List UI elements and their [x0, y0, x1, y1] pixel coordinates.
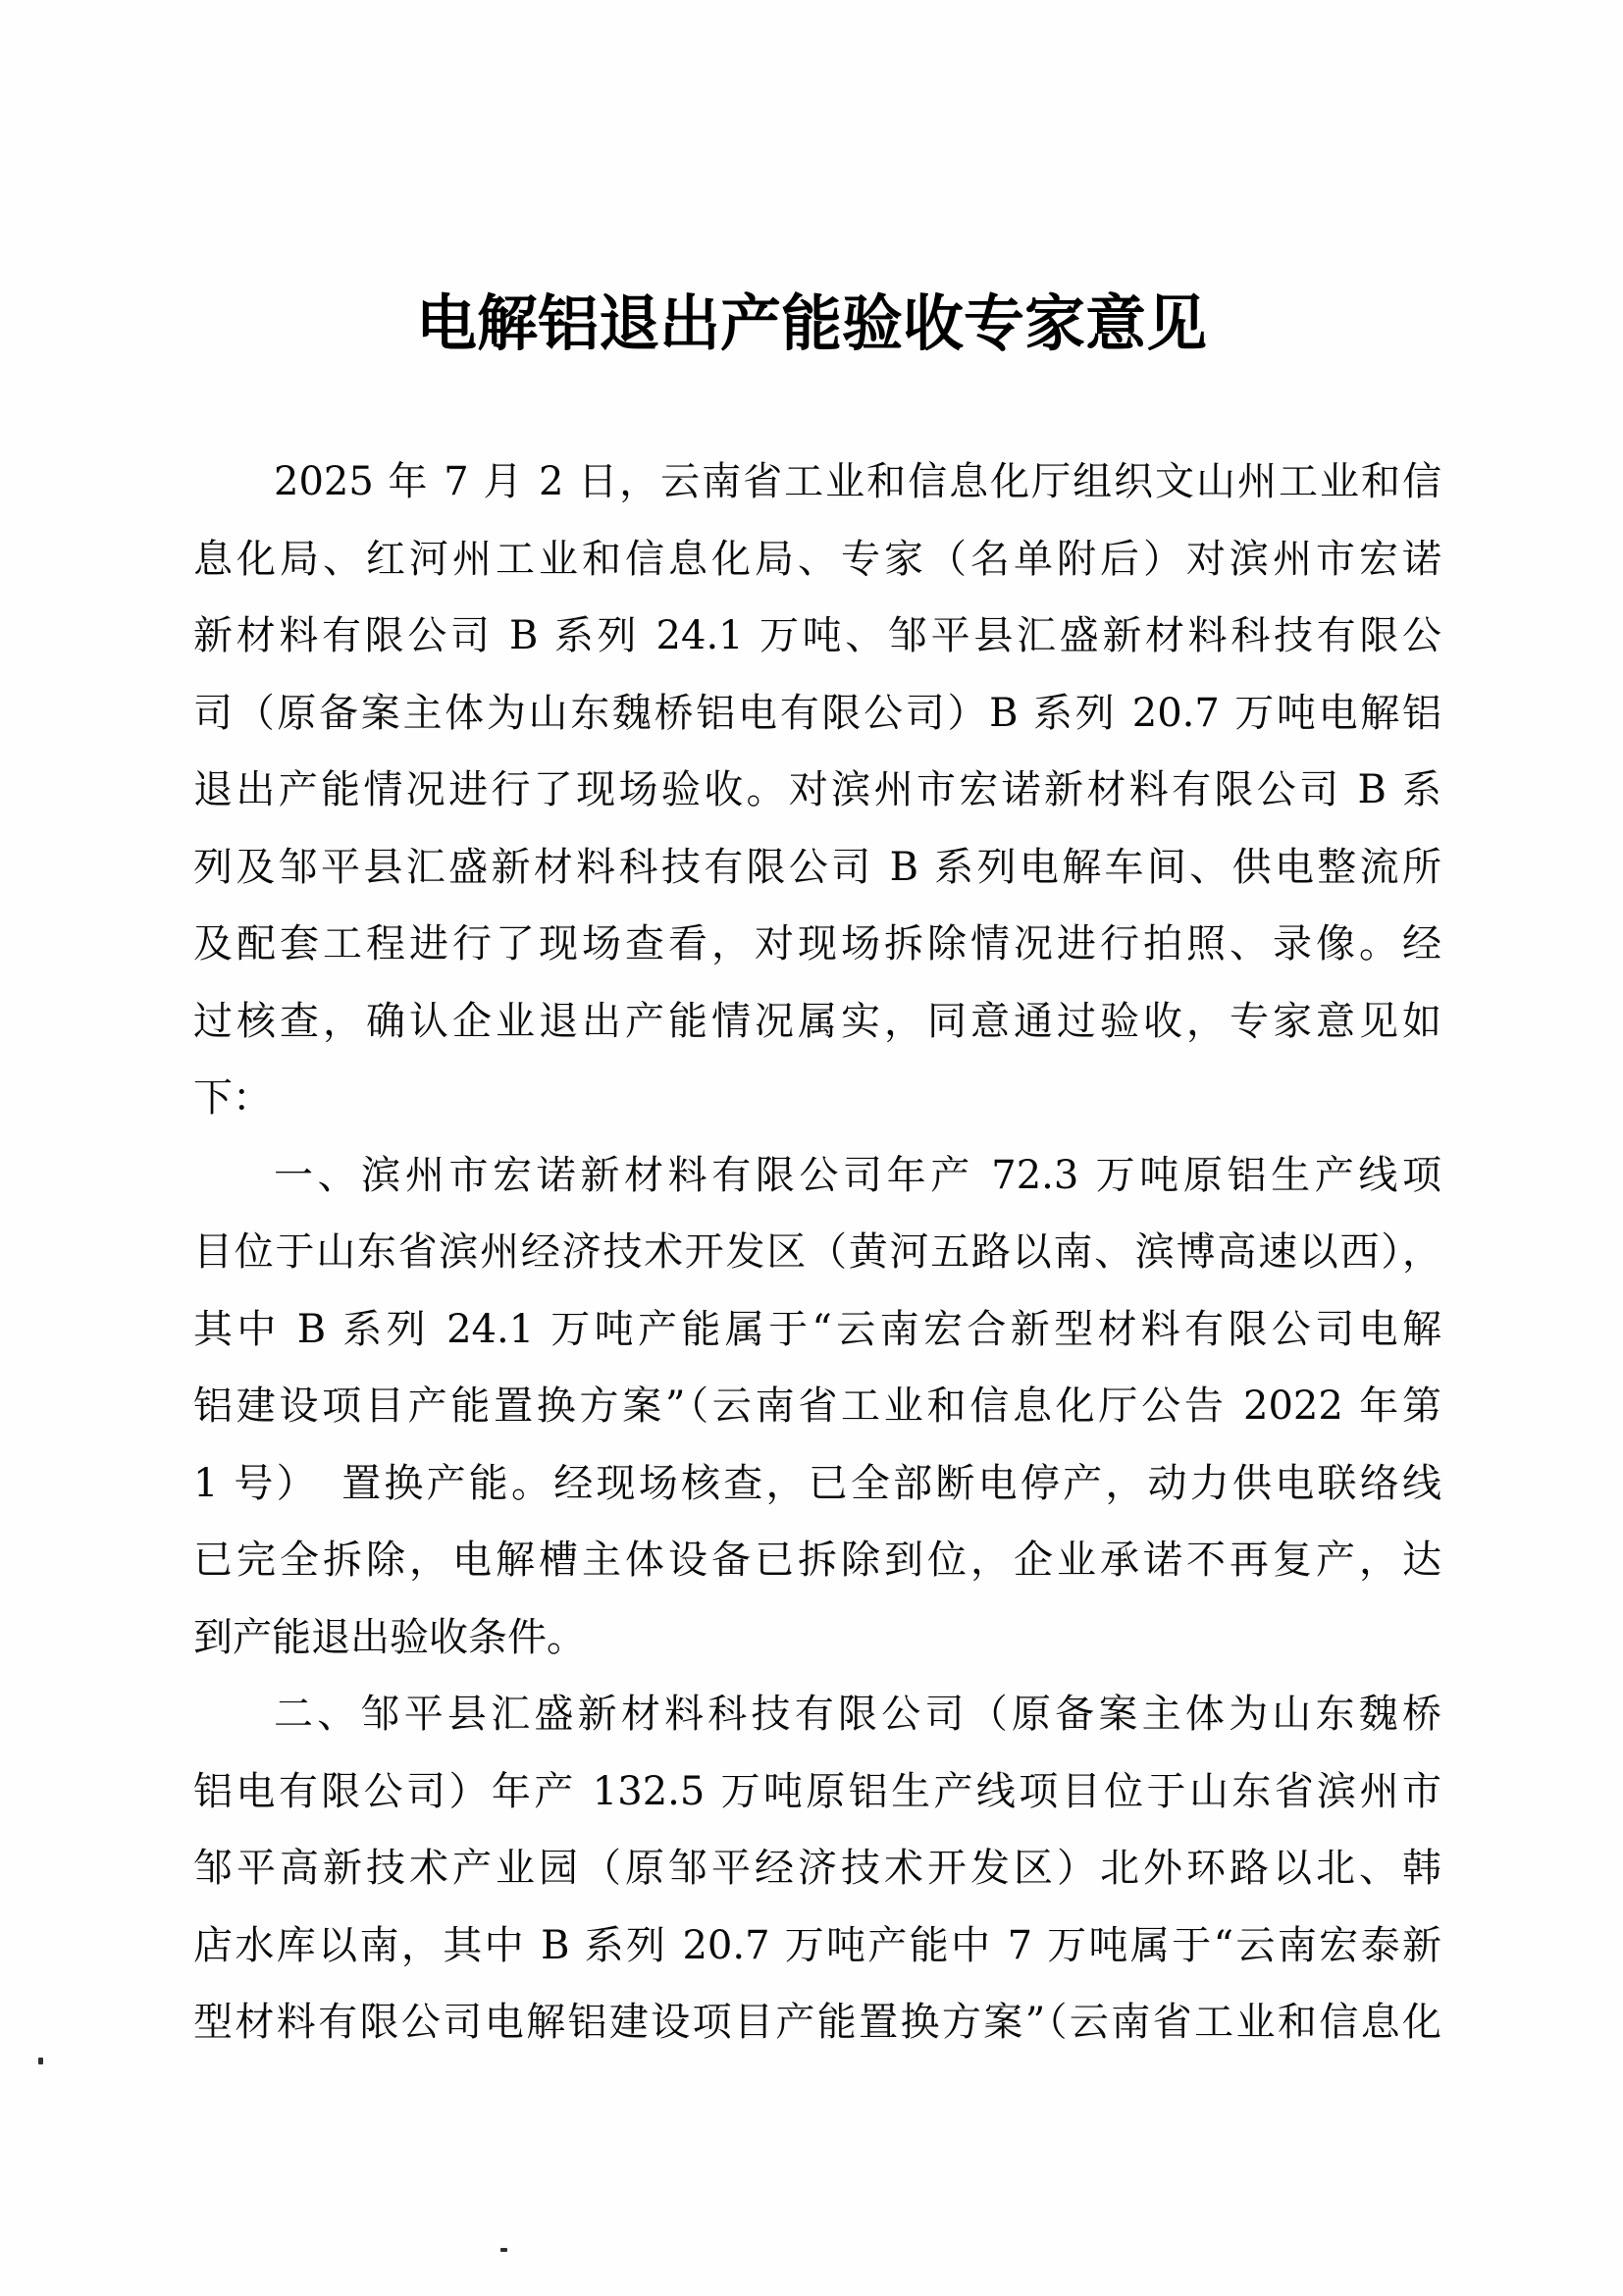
- text-line: 铝建设项目产能置换方案”（云南省工业和信息化厅公告 2022 年第: [193, 1383, 1441, 1429]
- text-line: 司（原备案主体为山东魏桥铝电有限公司）B 系列 20.7 万吨电解铝: [193, 690, 1441, 736]
- text-line: 息化局、红河州工业和信息化局、专家（名单附后）对滨州市宏诺: [193, 536, 1441, 582]
- text-line: 铝电有限公司）年产 132.5 万吨原铝生产线项目位于山东省滨州市: [193, 1768, 1441, 1814]
- paragraph-item-two: [193, 1676, 1441, 2061]
- document-title: 电解铝退出产能验收专家意见: [415, 287, 1207, 359]
- scan-speck: [500, 2248, 507, 2252]
- text-line: 2025 年 7 月 2 日，云南省工业和信息化厅组织文山州工业和信: [274, 459, 1441, 504]
- text-line: 型材料有限公司电解铝建设项目产能置换方案”（云南省工业和信息化: [193, 2000, 1441, 2045]
- text-line: 过核查，确认企业退出产能情况属实，同意通过验收，专家意见如: [193, 998, 1441, 1044]
- scan-speck: [38, 2058, 43, 2064]
- text-line: 新材料有限公司 B 系列 24.1 万吨、邹平县汇盛新材料科技有限公: [193, 613, 1441, 658]
- text-line: 已完全拆除，电解槽主体设备已拆除到位，企业承诺不再复产，达: [193, 1538, 1441, 1583]
- text-line: 1 号） 置换产能。经现场核查，已全部断电停产，动力供电联络线: [193, 1460, 1441, 1506]
- text-line: 及配套工程进行了现场查看，对现场拆除情况进行拍照、录像。经: [193, 921, 1441, 966]
- paragraph-item-one: [193, 1137, 1441, 1677]
- text-line: 店水库以南，其中 B 系列 20.7 万吨产能中 7 万吨属于“云南宏泰新: [193, 1922, 1441, 1968]
- text-line: 到产能退出验收条件。: [193, 1614, 586, 1660]
- text-line: 下：: [193, 1075, 272, 1121]
- document-body: [193, 444, 1441, 2061]
- text-line: 目位于山东省滨州经济技术开发区（黄河五路以南、滨博高速以西），: [193, 1229, 1441, 1275]
- text-line: 一、滨州市宏诺新材料有限公司年产 72.3 万吨原铝生产线项: [274, 1152, 1441, 1198]
- text-line: 其中 B 系列 24.1 万吨产能属于“云南宏合新型材料有限公司电解: [193, 1306, 1441, 1352]
- paragraph-intro: [193, 444, 1441, 1137]
- text-line: 邹平高新技术产业园（原邹平经济技术开发区）北外环路以北、韩: [193, 1846, 1441, 1891]
- text-line: 退出产能情况进行了现场验收。对滨州市宏诺新材料有限公司 B 系: [193, 767, 1441, 812]
- text-line: 列及邹平县汇盛新材料科技有限公司 B 系列电解车间、供电整流所: [193, 844, 1441, 890]
- text-line: 二、邹平县汇盛新材料科技有限公司（原备案主体为山东魏桥: [274, 1692, 1441, 1737]
